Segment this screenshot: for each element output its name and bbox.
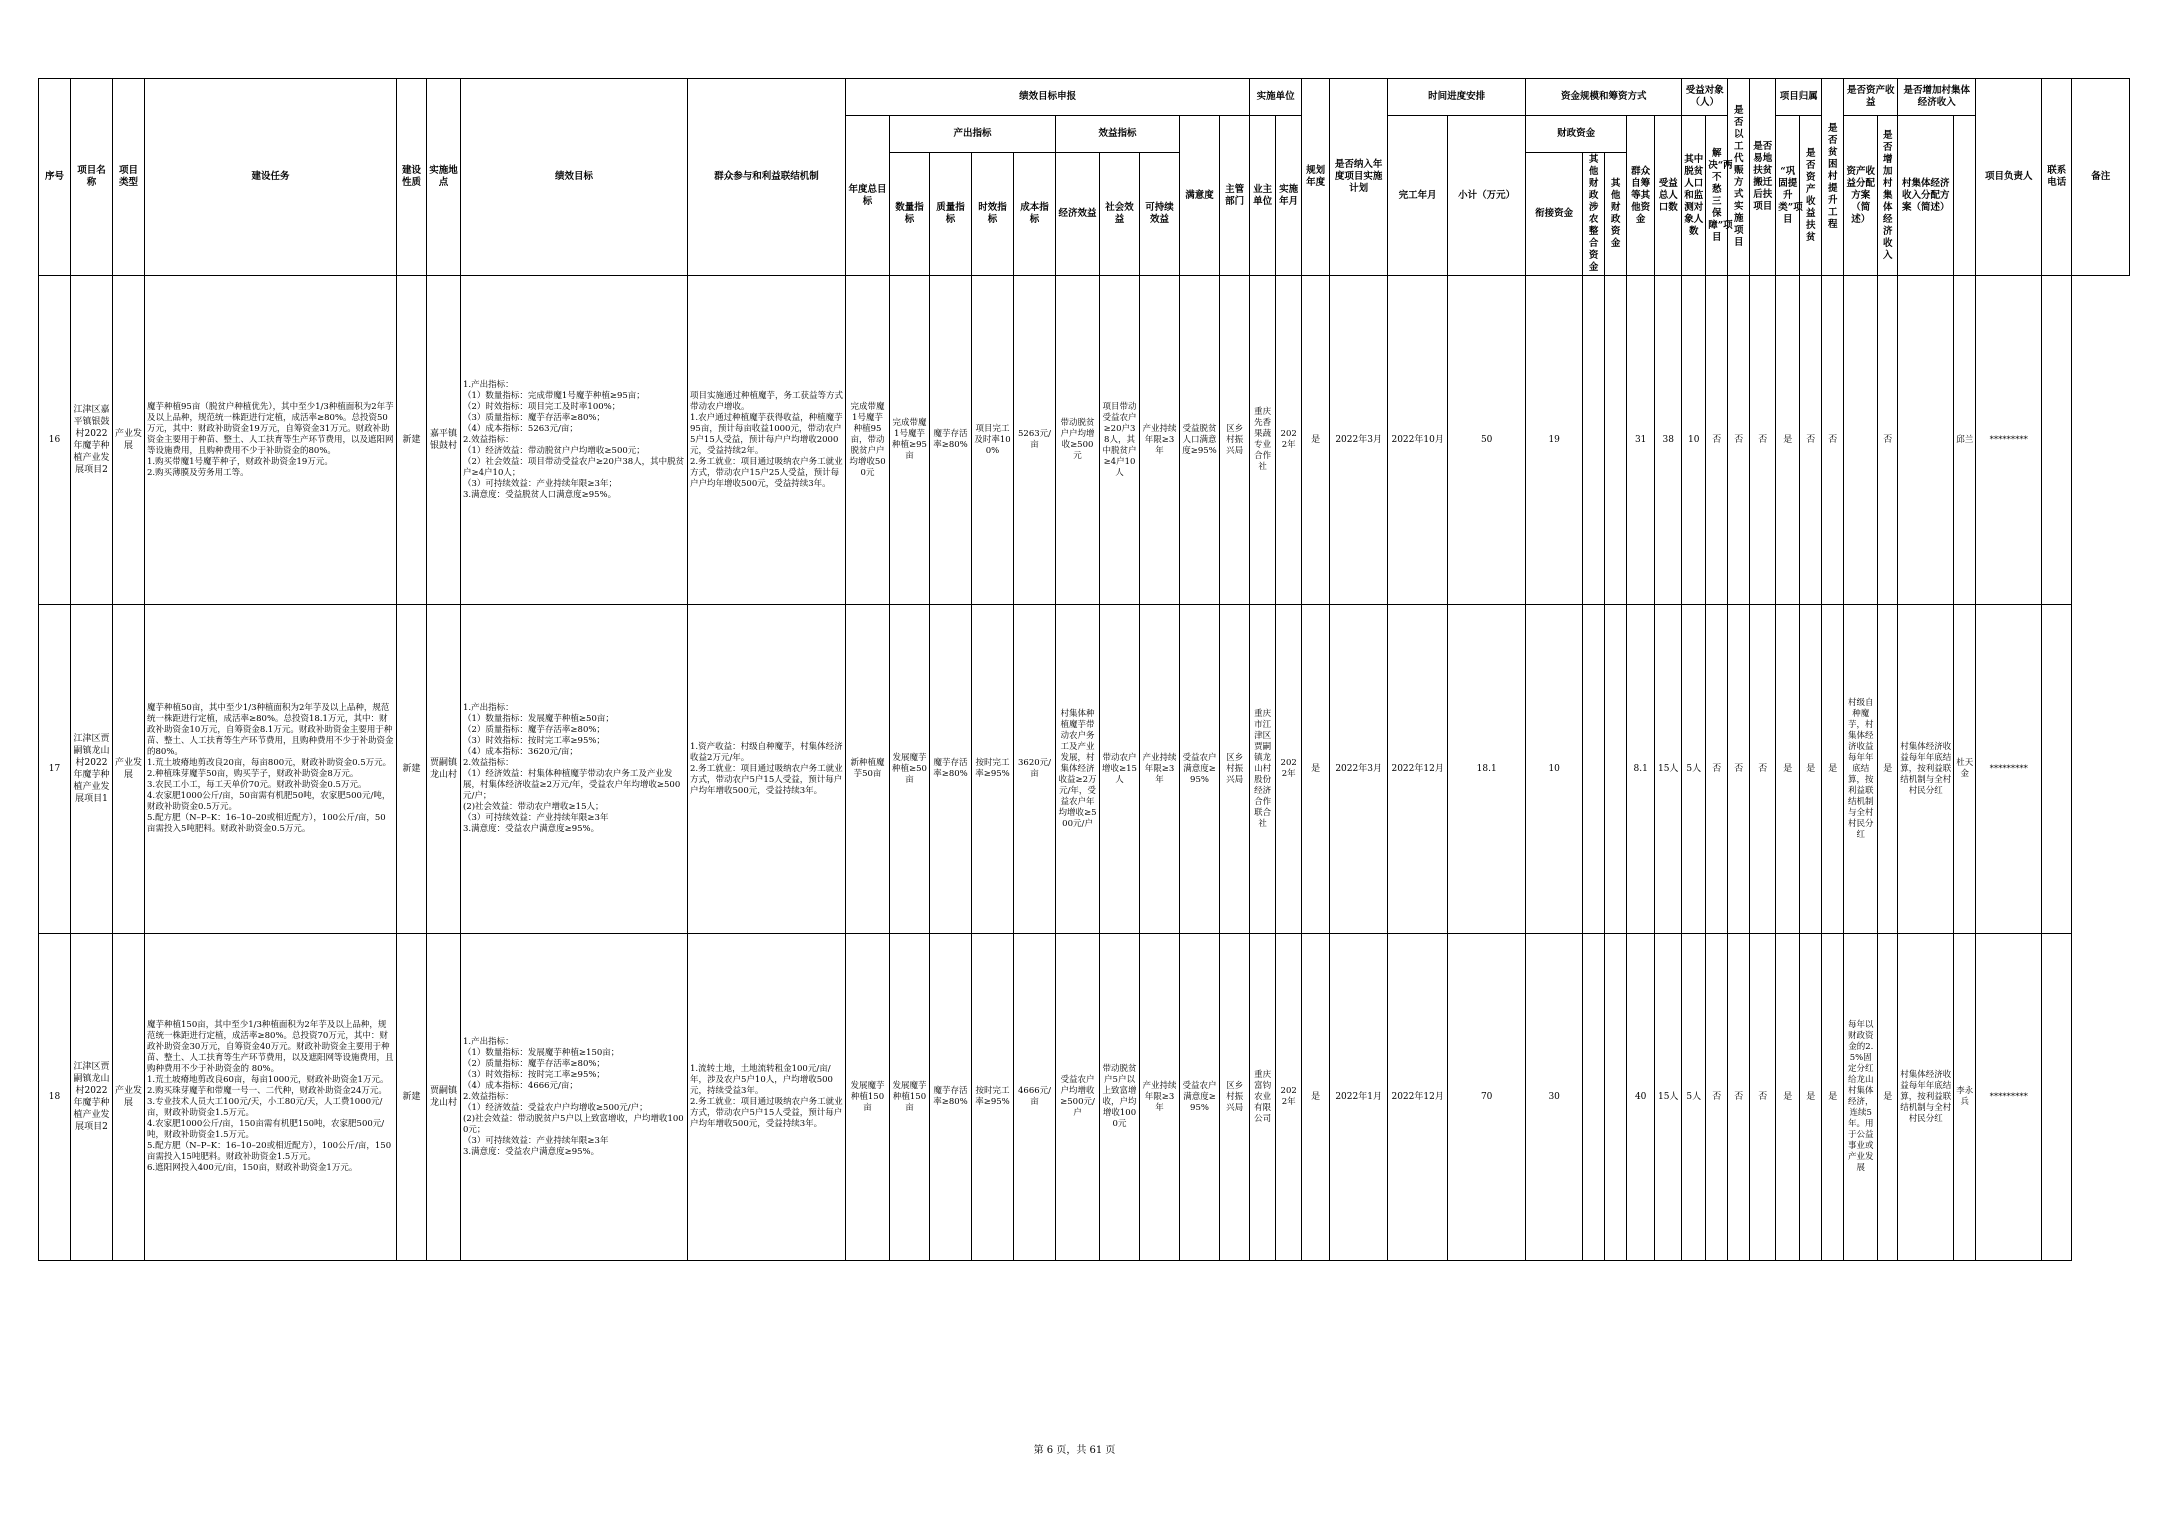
cell-other-integrated — [1583, 276, 1605, 605]
cell-cost: 5263元/亩 — [1014, 276, 1056, 605]
th-manager: 项目负责人 — [1976, 79, 2042, 276]
project-table-sheet — [38, 78, 2118, 1261]
cell-other-fiscal — [1605, 934, 1627, 1261]
cell-relocation: 否 — [1728, 934, 1750, 1261]
th-collective-group: 是否增加村集体经济收入 — [1898, 79, 1976, 116]
cell-beneficiaries: 38 — [1655, 276, 1682, 605]
cell-timeliness: 按时完工率≥95% — [972, 605, 1014, 934]
th-location: 实施地点 — [427, 79, 461, 276]
cell-other-integrated — [1583, 934, 1605, 1261]
cell-consolidate: 是 — [1776, 605, 1800, 934]
th-sustain: 可持续效益 — [1140, 153, 1180, 276]
cell-econ: 村集体种植魔芋带动农户务工及产业发展，村集体经济收益≥2万元/年，受益农户年均增收≥500元/户 — [1056, 605, 1100, 934]
cell-mechanism: 项目实施通过种植魔芋，务工获益等方式带动农户增收。 1.农户通过种植魔芋获得收益，种植魔芋95亩，预计每亩收益1000元，带动农户5户15人受益，预计每户户均增收2000元，受益持续2年。 2.务工就业：项目通过吸纳农户务工就业方式，带动农户15户25人受益，预计每户户均年增收500元，受益持续3年。 — [688, 276, 846, 605]
th-seq: 序号 — [39, 79, 71, 276]
cell-manager: 邱兰 — [1954, 276, 1976, 605]
cell-dept: 区乡村振兴局 — [1220, 605, 1250, 934]
cell-collective-yes: 否 — [1878, 276, 1898, 605]
cell-subtotal: 18.1 — [1448, 605, 1526, 934]
cell-phone: ********* — [1976, 605, 2042, 934]
th-satisfaction: 满意度 — [1180, 116, 1220, 276]
cell-timeliness: 项目完工及时率100% — [972, 276, 1014, 605]
cell-dept: 区乡村振兴局 — [1220, 276, 1250, 605]
cell-name: 江津区贾嗣镇龙山村2022年魔芋种植产业发展项目2 — [71, 934, 113, 1261]
th-annual: 年度总目标 — [846, 116, 890, 276]
cell-relief-work: 否 — [1706, 276, 1728, 605]
cell-owner: 重庆先香果蔬专业合作社 — [1250, 276, 1276, 605]
cell-social: 带动农户增收≥15人 — [1100, 605, 1140, 934]
th-self-raised: 群众自筹等其他资金 — [1627, 116, 1655, 276]
table-row — [39, 605, 2170, 934]
th-linked: 衔接资金 — [1526, 153, 1583, 276]
th-phone: 联系电话 — [2042, 79, 2072, 276]
table-row — [39, 934, 2170, 1261]
th-upgrade: 是否贫困村提升工程 — [1822, 79, 1844, 276]
cell-perf-goal: 1.产出指标： （1）数量指标：发展魔芋种植≥50亩； （2）质量指标：魔芋存活率≥80%； （3）时效指标：按时完工率≥95%； （4）成本指标：3620元/亩； 2.效益指标： （1）经济效益：村集体种植魔芋带动农户务工及产业发展，村集体经济收益≥2万元/年，受益农户年均增收≥500元/户； (2)社会效益：带动农户增收≥15人； （3）可持续效益：产业持续年限≥3年 3.满意度：受益农户满意度≥95%。 — [461, 605, 688, 934]
cell-subtotal: 50 — [1448, 276, 1526, 605]
cell-other-fiscal — [1605, 276, 1627, 605]
cell-location: 嘉平镇银鼓村 — [427, 276, 461, 605]
cell-remarks — [2042, 605, 2072, 934]
cell-consolidate: 是 — [1776, 934, 1800, 1261]
th-beneficiary-group: 受益对象（人） — [1682, 79, 1728, 116]
cell-seq: 18 — [39, 934, 71, 1261]
th-included: 是否纳入年度项目实施计划 — [1330, 79, 1388, 276]
th-subtotal: 小计（万元） — [1448, 116, 1526, 276]
cell-relief-work: 否 — [1706, 934, 1728, 1261]
th-mechanism: 群众参与和利益联结机制 — [688, 79, 846, 276]
page-footer: 第 6 页，共 61 页 — [1033, 1445, 1116, 1456]
cell-asset-plan — [1844, 276, 1878, 605]
cell-collective-plan: 村集体经济收益每年年底结算，按利益联结机制与全村村民分红 — [1898, 605, 1954, 934]
cell-upgrade: 是 — [1800, 605, 1822, 934]
cell-asset-plan: 村级自种魔芋，村集体经济收益每年年底结算，按利益联结机制与全村村民分红 — [1844, 605, 1878, 934]
cell-finish: 2022年10月 — [1388, 276, 1448, 605]
cell-poor-monitor: 5人 — [1682, 605, 1706, 934]
cell-location: 贾嗣镇龙山村 — [427, 934, 461, 1261]
cell-nature: 新建 — [397, 934, 427, 1261]
cell-owner: 重庆富钧农业有限公司 — [1250, 934, 1276, 1261]
th-social: 社会效益 — [1100, 153, 1140, 276]
th-asset-plan: 资产收益分配方案（简述） — [1844, 116, 1878, 276]
th-relief-work: 是否以工代赈方式实施项目 — [1728, 79, 1750, 276]
cell-annual: 新种植魔芋50亩 — [846, 605, 890, 934]
cell-collective-plan — [1898, 276, 1954, 605]
cell-dept: 区乡村振兴局 — [1220, 934, 1250, 1261]
cell-qty: 完成带魔1号魔芋种植≥95亩 — [890, 276, 930, 605]
cell-linked: 10 — [1526, 605, 1583, 934]
cell-asset-poverty: 是 — [1822, 934, 1844, 1261]
th-plan-year: 规划年度 — [1302, 79, 1330, 276]
cell-econ: 受益农户户均增收≥500元/户 — [1056, 934, 1100, 1261]
th-asset-poverty: 是否资产收益扶贫 — [1800, 116, 1822, 276]
th-benefit-group: 效益指标 — [1056, 116, 1180, 153]
cell-annual: 完成带魔1号魔芋种植95亩，带动脱贫户户均增收500元 — [846, 276, 890, 605]
cell-nature: 新建 — [397, 276, 427, 605]
cell-task: 魔芋种植150亩，其中至少1/3种植面积为2年芋及以上品种，规范统一株距进行定植，成活率≥80%。总投资70万元，其中：财政补助资金30万元，自筹资金40万元。财政补助资金主要用于种苗、整土、人工扶育等生产环节费用，以及遮阳网等设施费用，且购种费用不少于补助资金的 80%。 1.荒土坡瘠地剪改良60亩，每亩1000元，财政补助资金1万元。 2.购买珠芽魔芋和带魔一号一、二代种，财政补助资金24万元。 3.专业技术人员大工100元/天，小工80元/天，人工费1000元/亩，财政补助资金1.5万元。 4.农家肥1000公斤/亩，150亩需有机肥150吨，农家肥500元/吨，财政补助资金1.5万元。 5.配方肥（N–P–K：16–10–20或相近配方），100公斤/亩，150亩需投入15吨肥料。财政补助资金1.5万元。 6.遮阳网投入400元/亩，150亩，财政补助资金1万元。 — [145, 934, 397, 1261]
cell-upgrade: 否 — [1800, 276, 1822, 605]
cell-seq: 17 — [39, 605, 71, 934]
cell-linked: 30 — [1526, 934, 1583, 1261]
cell-consolidate: 是 — [1776, 276, 1800, 605]
th-quality: 质量指标 — [930, 153, 972, 276]
th-collective-plan: 村集体经济收入分配方案（简述） — [1898, 116, 1954, 276]
th-dept: 主管部门 — [1220, 116, 1250, 276]
cell-social: 带动脱贫户5户以上致富增收，户均增收1000元 — [1100, 934, 1140, 1261]
cell-remarks — [2042, 934, 2072, 1261]
cell-two-assurances: 否 — [1750, 276, 1776, 605]
cell-upgrade: 是 — [1800, 934, 1822, 1261]
th-timeliness: 时效指标 — [972, 153, 1014, 276]
cell-name: 江津区贾嗣镇龙山村2022年魔芋种植产业发展项目1 — [71, 605, 113, 934]
cell-self-raised: 31 — [1627, 276, 1655, 605]
cell-two-assurances: 否 — [1750, 605, 1776, 934]
th-qty: 数量指标 — [890, 153, 930, 276]
cell-owner: 重庆市江津区贾嗣镇龙山村股份经济合作联合社 — [1250, 605, 1276, 934]
cell-subtotal: 70 — [1448, 934, 1526, 1261]
th-consolidate: “巩固提升类”项目 — [1776, 116, 1800, 276]
cell-type: 产业发展 — [113, 605, 145, 934]
cell-collective-plan: 村集体经济收益每年年底结算，按利益联结机制与全村村民分红 — [1898, 934, 1954, 1261]
cell-cost: 3620元/亩 — [1014, 605, 1056, 934]
cell-plan-year: 2022年 — [1276, 605, 1302, 934]
cell-annual: 发展魔芋种植150亩 — [846, 934, 890, 1261]
cell-type: 产业发展 — [113, 276, 145, 605]
th-collective-yes: 是否增加村集体经济收入 — [1878, 116, 1898, 276]
th-beneficiaries: 受益总人口数 — [1655, 116, 1682, 276]
cell-collective-yes: 是 — [1878, 605, 1898, 934]
th-task: 建设任务 — [145, 79, 397, 276]
cell-timeliness: 按时完工率≥95% — [972, 934, 1014, 1261]
table-row — [39, 276, 2170, 605]
cell-collective-yes: 是 — [1878, 934, 1898, 1261]
th-owner: 业主单位 — [1250, 116, 1276, 276]
cell-nature: 新建 — [397, 605, 427, 934]
th-name: 项目名称 — [71, 79, 113, 276]
cell-phone: ********* — [1976, 276, 2042, 605]
cell-sustain: 产业持续年限≥3年 — [1140, 934, 1180, 1261]
cell-mechanism: 1.流转土地，土地流转租金100元/亩/年，涉及农户5户10人，户均增收500元，持续受益3年。 2.务工就业：项目通过吸纳农户务工就业方式，带动农户5户15人受益，预计每户户均年增收500元，受益持续3年。 — [688, 934, 846, 1261]
th-start: 实施年月 — [1276, 116, 1302, 276]
cell-beneficiaries: 15人 — [1655, 934, 1682, 1261]
cell-seq: 16 — [39, 276, 71, 605]
th-other-integrated: 其他财政涉农整合资金 — [1583, 153, 1605, 276]
cell-sustain: 产业持续年限≥3年 — [1140, 276, 1180, 605]
th-fund-group: 资金规模和筹资方式 — [1526, 79, 1682, 116]
th-remarks: 备注 — [2072, 79, 2130, 276]
cell-sustain: 产业持续年限≥3年 — [1140, 605, 1180, 934]
cell-included: 是 — [1302, 605, 1330, 934]
cell-start: 2022年1月 — [1330, 934, 1388, 1261]
cell-satisfaction: 受益脱贫人口满意度≥95% — [1180, 276, 1220, 605]
cell-poor-monitor: 10 — [1682, 276, 1706, 605]
cell-task: 魔芋种植95亩（脱贫户种植优先），其中至少1/3种植面积为2年芋及以上品种，规范统一株距进行定植，成活率≥80%。总投资50万元，其中：财政补助资金19万元，自筹资金31万元。财政补助资金主要用于种苗、整土、人工扶育等生产环节费用，以及遮阳网等设施费用，且购种费用不少于补助资金的80%。 1.购买带魔1号魔芋种子，财政补助资金19万元。 2.购买薄膜及劳务用工等。 — [145, 276, 397, 605]
th-unit-group: 实施单位 — [1250, 79, 1302, 116]
cell-plan-year: 2022年 — [1276, 276, 1302, 605]
cell-econ: 带动脱贫户户均增收≥500元 — [1056, 276, 1100, 605]
cell-included: 是 — [1302, 934, 1330, 1261]
cell-included: 是 — [1302, 276, 1330, 605]
cell-plan-year: 2022年 — [1276, 934, 1302, 1261]
cell-finish: 2022年12月 — [1388, 934, 1448, 1261]
cell-remarks — [2042, 276, 2072, 605]
th-econ: 经济效益 — [1056, 153, 1100, 276]
cell-qty: 发展魔芋种植150亩 — [890, 934, 930, 1261]
th-asset-group: 是否资产收益 — [1844, 79, 1898, 116]
cell-self-raised: 8.1 — [1627, 605, 1655, 934]
cell-self-raised: 40 — [1627, 934, 1655, 1261]
cell-qty: 发展魔芋种植≥50亩 — [890, 605, 930, 934]
th-fiscal-group: 财政资金 — [1526, 116, 1627, 153]
cell-start: 2022年3月 — [1330, 605, 1388, 934]
cell-asset-poverty: 否 — [1822, 276, 1844, 605]
cell-two-assurances: 否 — [1750, 934, 1776, 1261]
cell-quality: 魔芋存活率≥80% — [930, 934, 972, 1261]
cell-start: 2022年3月 — [1330, 276, 1388, 605]
cell-asset-plan: 每年以财政资金的2.5%固定分红给龙山村集体经济，连续5年。用于公益事业或产业发展 — [1844, 934, 1878, 1261]
cell-other-fiscal — [1605, 605, 1627, 934]
project-table — [38, 78, 2170, 1261]
cell-asset-poverty: 是 — [1822, 605, 1844, 934]
th-nature: 建设性质 — [397, 79, 427, 276]
cell-satisfaction: 受益农户满意度≥95% — [1180, 934, 1220, 1261]
cell-satisfaction: 受益农户满意度≥95% — [1180, 605, 1220, 934]
th-perf-goal: 绩效目标 — [461, 79, 688, 276]
cell-quality: 魔芋存活率≥80% — [930, 605, 972, 934]
cell-task: 魔芋种植50亩，其中至少1/3种植面积为2年芋及以上品种，规范统一株距进行定植，成活率≥80%。总投资18.1万元，其中：财政补助资金10万元，自筹资金8.1万元。财政补助资金主要用于种苗、整土、人工扶育等生产环节费用，且购种费用不少于补助资金的80%。 1.荒土坡瘠地剪改良20亩，每亩800元，财政补助资金0.5万元。 2.种植珠芽魔芋50亩，购买芋子，财政补助资金8万元。 3.农民工小工，每工天单价70元。财政补助资金0.5万元。 4.农家肥1000公斤/亩，50亩需有机肥50吨，农家肥500元/吨，财政补助资金0.5万元。 5.配方肥（N–P–K：16–10–20或相近配方），100公斤/亩，50亩需投入5吨肥料。财政补助资金0.5万元。 — [145, 605, 397, 934]
th-relocation: 是否易地扶贫搬迁后扶项目 — [1750, 79, 1776, 276]
th-finish: 完工年月 — [1388, 116, 1448, 276]
th-perf-group: 绩效目标申报 — [846, 79, 1250, 116]
cell-phone: ********* — [1976, 934, 2042, 1261]
th-two-assurances: 解决“两不愁三保障”项目 — [1706, 116, 1728, 276]
cell-finish: 2022年12月 — [1388, 605, 1448, 934]
cell-cost: 4666元/亩 — [1014, 934, 1056, 1261]
cell-name: 江津区嘉平镇银鼓村2022年魔芋种植产业发展项目2 — [71, 276, 113, 605]
cell-manager: 李永兵 — [1954, 934, 1976, 1261]
th-poor-monitor: 其中脱贫人口和监测对象人数 — [1682, 116, 1706, 276]
cell-relocation: 否 — [1728, 276, 1750, 605]
th-other-fiscal: 其他财政资金 — [1605, 153, 1627, 276]
cell-type: 产业发展 — [113, 934, 145, 1261]
cell-perf-goal: 1.产出指标： （1）数量指标：完成带魔1号魔芋种植≥95亩； （2）时效指标：项目完工及时率100%； （3）质量指标：魔芋存活率≥80%； （4）成本指标：5263元/亩； 2.效益指标： （1）经济效益：带动脱贫户户均增收≥500元； （2）社会效益：项目带动受益农户≥20户38人，其中脱贫户≥4户10人； （3）可持续效益：产业持续年限≥3年； 3.满意度：受益脱贫人口满意度≥95%。 — [461, 276, 688, 605]
cell-beneficiaries: 15人 — [1655, 605, 1682, 934]
cell-quality: 魔芋存活率≥80% — [930, 276, 972, 605]
cell-relocation: 否 — [1728, 605, 1750, 934]
th-type: 项目类型 — [113, 79, 145, 276]
cell-other-integrated — [1583, 605, 1605, 934]
cell-mechanism: 1.资产收益：村级自种魔芋，村集体经济收益2万元/年。 2.务工就业：项目通过吸纳农户务工就业方式，带动农户5户15人受益，预计每户户均年增收500元，受益持续3年。 — [688, 605, 846, 934]
th-schedule-group: 时间进度安排 — [1388, 79, 1526, 116]
cell-linked: 19 — [1526, 276, 1583, 605]
th-cost: 成本指标 — [1014, 153, 1056, 276]
th-category-group: 项目归属 — [1776, 79, 1822, 116]
cell-poor-monitor: 5人 — [1682, 934, 1706, 1261]
th-output-group: 产出指标 — [890, 116, 1056, 153]
cell-manager: 杜天金 — [1954, 605, 1976, 934]
cell-perf-goal: 1.产出指标： （1）数量指标：发展魔芋种植≥150亩； （2）质量指标：魔芋存活率≥80%； （3）时效指标：按时完工率≥95%； （4）成本指标：4666元/亩； 2.效益指标： （1）经济效益：受益农户户均增收≥500元/户； (2)社会效益：带动脱贫户5户以上致富增收，户均增收1000元； （3）可持续效益：产业持续年限≥3年 3.满意度：受益农户满意度≥95%。 — [461, 934, 688, 1261]
cell-social: 项目带动受益农户≥20户38人，其中脱贫户≥4户10人 — [1100, 276, 1140, 605]
cell-location: 贾嗣镇龙山村 — [427, 605, 461, 934]
cell-relief-work: 否 — [1706, 605, 1728, 934]
